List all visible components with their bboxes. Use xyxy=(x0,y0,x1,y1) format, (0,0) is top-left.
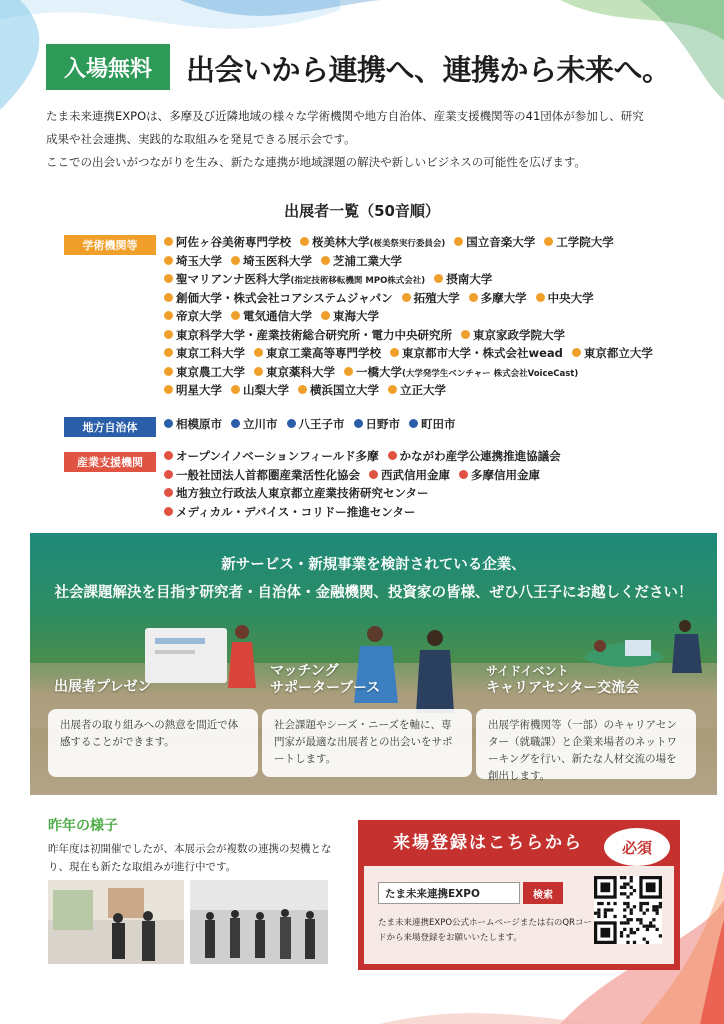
registration-panel xyxy=(358,820,680,970)
bullet-dot-icon xyxy=(164,293,173,302)
bullet-dot-icon xyxy=(434,274,443,283)
bullet-dot-icon xyxy=(409,419,418,428)
bullet-dot-icon xyxy=(164,274,173,283)
required-stamp: 必須 xyxy=(602,826,672,868)
exhibitor-name: 工学院大学 xyxy=(556,235,614,249)
intro-text xyxy=(46,105,686,174)
bullet-dot-icon xyxy=(298,385,307,394)
header xyxy=(46,44,696,94)
invitation-line-2: 社会課題解決を目指す研究者・自治体・金融機関、投資家の皆様、ぜひ八王子にお越しください！ xyxy=(54,585,693,601)
exhibitor-name: 拓殖大学 xyxy=(413,290,460,305)
exhibitor-row xyxy=(164,308,704,327)
exhibitor-name: 西武信用金庫 xyxy=(381,467,450,482)
bullet-dot-icon xyxy=(454,237,463,246)
registration-inner xyxy=(364,866,674,964)
exhibitor-item xyxy=(369,467,450,483)
search-box[interactable]: たま未来連携EXPO xyxy=(378,882,520,904)
exhibitor-row xyxy=(164,345,704,364)
exhibitor-list-title: 出展者一覧（50音順） xyxy=(284,202,440,220)
search-button[interactable]: 検索 xyxy=(523,882,563,904)
exhibitor-row xyxy=(164,448,704,467)
bullet-dot-icon xyxy=(461,330,470,339)
exhibitor-item xyxy=(164,290,393,306)
intro-line: たま未来連携EXPOは、多摩及び近隣地域の様々な学術機関や地方自治体、産業支援機関等の41団体が参加し、研究 xyxy=(46,109,644,123)
bullet-dot-icon xyxy=(572,348,581,357)
exhibitor-item xyxy=(469,290,527,306)
feature-text-presentation: 出展者の取り組みへの熱意を間近で体感することができます。 xyxy=(48,709,258,777)
category-label-local-government: 地方自治体 xyxy=(64,417,156,437)
registration-title: 来場登録はこちらから xyxy=(393,833,583,853)
bullet-dot-icon xyxy=(402,293,411,302)
exhibitor-name: 阿佐ヶ谷美術専門学校 xyxy=(176,235,291,249)
exhibitor-item xyxy=(409,416,456,432)
exhibitor-item xyxy=(454,234,535,250)
exhibitor-item xyxy=(164,467,360,483)
exhibitor-name: 一般社団法人首都圏産業活性化協会 xyxy=(176,467,360,482)
exhibitor-item xyxy=(402,290,460,306)
exhibitor-row xyxy=(164,364,704,383)
feature-title-line: サポーターブース xyxy=(270,680,381,696)
exhibitor-name: 帝京大学 xyxy=(176,309,222,323)
exhibitor-name: 多摩大学 xyxy=(480,290,527,305)
exhibitor-item xyxy=(390,345,563,361)
exhibitor-item xyxy=(321,308,379,324)
exhibitor-name: 中央大学 xyxy=(547,290,594,305)
exhibitor-item xyxy=(300,234,445,250)
exhibitor-item xyxy=(164,234,291,250)
exhibitor-item xyxy=(164,448,379,464)
exhibitor-item xyxy=(164,485,429,501)
exhibitor-name: オープンイノベーションフィールド多摩 xyxy=(176,449,379,463)
bullet-dot-icon xyxy=(164,419,173,428)
exhibitor-row xyxy=(164,416,704,435)
invitation-line-1: 新サービス・新規事業を検討されている企業、 xyxy=(221,557,526,573)
exhibitor-name: 明星大学 xyxy=(176,383,222,397)
exhibitor-name: 立川市 xyxy=(243,417,278,431)
exhibitor-name: 国立音楽大学 xyxy=(466,235,536,249)
exhibitor-name: 東京都市大学・株式会社wead xyxy=(402,346,563,360)
bullet-dot-icon xyxy=(164,470,173,479)
exhibitor-name: 東京都立大学 xyxy=(583,346,653,360)
exhibitor-item xyxy=(164,327,452,343)
headline: 出会いから連携へ、連携から未来へ。 xyxy=(186,53,671,87)
exhibitor-name: 埼玉大学 xyxy=(176,253,222,268)
exhibitor-name: 一橋大学 xyxy=(356,364,402,379)
exhibitor-item xyxy=(164,345,245,361)
exhibitor-name: 芝浦工業大学 xyxy=(333,253,402,268)
bullet-dot-icon xyxy=(164,348,173,357)
exhibitor-name: 相模原市 xyxy=(176,417,222,431)
exhibitor-row xyxy=(164,234,704,253)
exhibitor-item xyxy=(388,382,446,398)
exhibitor-row xyxy=(164,504,704,523)
intro-line: ここでの出会いがつながりを生み、新たな連携が地域課題の解決や新しいビジネスの可能性を広げます。 xyxy=(46,155,586,169)
bullet-dot-icon xyxy=(231,419,240,428)
exhibitor-row xyxy=(164,485,704,504)
bullet-dot-icon xyxy=(164,256,173,265)
exhibitor-item xyxy=(231,308,312,324)
exhibitor-item xyxy=(287,416,345,432)
exhibitor-item xyxy=(164,416,222,432)
exhibitor-item xyxy=(164,308,222,324)
bullet-dot-icon xyxy=(469,293,478,302)
exhibitor-name: 東京科学大学・産業技術総合研究所・電力中央研究所 xyxy=(176,327,452,342)
intro-line: 成果や社会連携、実践的な取組みを発見できる展示会です。 xyxy=(46,132,356,146)
exhibitor-item xyxy=(231,253,312,269)
exhibitor-name: 東京家政学院大学 xyxy=(473,327,565,342)
bullet-dot-icon xyxy=(164,507,173,516)
exhibitor-name: 地方独立行政法人東京都立産業技術研究センター xyxy=(176,486,429,500)
exhibitor-name: 東京農工大学 xyxy=(176,364,245,379)
last-year-photo-1 xyxy=(48,880,184,964)
exhibitor-name: 日野市 xyxy=(365,417,400,431)
bullet-dot-icon xyxy=(344,367,353,376)
bullet-dot-icon xyxy=(300,237,309,246)
qr-code-icon[interactable] xyxy=(594,876,662,944)
category-label-academic: 学術機関等 xyxy=(64,235,156,255)
exhibitor-name: 創価大学・株式会社コアシステムジャパン xyxy=(176,290,393,305)
bullet-dot-icon xyxy=(544,237,553,246)
exhibitor-item xyxy=(164,271,425,287)
exhibitor-row xyxy=(164,271,704,290)
feature-title-line: キャリアセンター交流会 xyxy=(486,680,640,696)
bullet-dot-icon xyxy=(388,451,397,460)
exhibitor-row xyxy=(164,327,704,346)
exhibitor-item xyxy=(164,382,222,398)
feature-title-line: マッチング xyxy=(270,663,339,679)
bullet-dot-icon xyxy=(390,348,399,357)
exhibitor-note: (指定技術移転機関 MPO株式会社) xyxy=(290,276,426,286)
exhibitor-name: 東京薬科大学 xyxy=(266,364,335,379)
exhibitor-item xyxy=(344,364,578,380)
exhibitor-list-academic xyxy=(164,234,704,401)
exhibitor-row xyxy=(164,253,704,272)
bullet-dot-icon xyxy=(231,256,240,265)
exhibitor-item xyxy=(572,345,653,361)
bullet-dot-icon xyxy=(369,470,378,479)
bullet-dot-icon xyxy=(231,311,240,320)
bullet-dot-icon xyxy=(321,256,330,265)
bullet-dot-icon xyxy=(164,385,173,394)
exhibitor-name: 埼玉医科大学 xyxy=(243,253,312,268)
exhibitor-note: (桜美祭実行委員会) xyxy=(369,239,446,249)
bullet-dot-icon xyxy=(164,237,173,246)
exhibitor-item xyxy=(254,345,381,361)
bullet-dot-icon xyxy=(164,311,173,320)
exhibitor-name: 電気通信大学 xyxy=(243,309,312,323)
exhibitor-name: 摂南大学 xyxy=(446,272,493,286)
bullet-dot-icon xyxy=(459,470,468,479)
bullet-dot-icon xyxy=(536,293,545,302)
exhibitor-name: 東京工業高等専門学校 xyxy=(266,346,381,360)
exhibitor-name: 聖マリアンナ医科大学 xyxy=(176,272,291,286)
exhibitor-item xyxy=(461,327,565,343)
exhibitor-name: 八王子市 xyxy=(298,417,345,431)
feature-title-matching xyxy=(270,663,380,697)
exhibitor-item xyxy=(434,271,492,287)
exhibitor-item xyxy=(536,290,594,306)
exhibitor-item xyxy=(164,364,245,380)
exhibitor-name: 桜美林大学 xyxy=(312,235,370,249)
bullet-dot-icon xyxy=(287,419,296,428)
exhibitor-name: 多摩信用金庫 xyxy=(471,467,540,482)
feature-text-career: 出展学術機関等（一部）のキャリアセンター（就職課）と企業来場者のネットワーキングを行い、新たな人材交流の場を創出します。 xyxy=(476,709,696,779)
feature-title-career xyxy=(486,663,639,697)
registration-note: たま未来連携EXPO公式ホームページまたは右のQRコードから来場登録をお願いいたします。 xyxy=(378,918,592,943)
exhibitor-item xyxy=(231,416,278,432)
bullet-dot-icon xyxy=(388,385,397,394)
feature-text-matching: 社会課題やシーズ・ニーズを軸に、専門家が最適な出展者との出会いをサポートします。 xyxy=(262,709,472,777)
last-year-text: 昨年度は初開催でしたが、本展示会が複数の連携の契機となり、現在も新たな取組みが進行中です。 xyxy=(48,843,332,873)
feature-title-line: 出展者プレゼン xyxy=(54,679,152,695)
exhibitor-row xyxy=(164,467,704,486)
exhibitor-list-industry-support xyxy=(164,448,704,522)
exhibitor-name: 横浜国立大学 xyxy=(310,383,379,397)
exhibitor-row xyxy=(164,290,704,309)
exhibitor-item xyxy=(164,504,415,520)
exhibitor-note: (大学発学生ベンチャー 株式会社VoiceCast) xyxy=(402,368,579,379)
exhibitor-row xyxy=(164,382,704,401)
bullet-dot-icon xyxy=(231,385,240,394)
exhibitor-item xyxy=(231,382,289,398)
bullet-dot-icon xyxy=(254,348,263,357)
exhibitor-item xyxy=(544,234,614,250)
bullet-dot-icon xyxy=(164,488,173,497)
exhibitor-item xyxy=(164,253,222,269)
bullet-dot-icon xyxy=(354,419,363,428)
exhibitor-item xyxy=(254,364,335,380)
last-year-title: 昨年の様子 xyxy=(48,818,118,834)
exhibitor-name: 東海大学 xyxy=(333,309,379,323)
bullet-dot-icon xyxy=(164,367,173,376)
exhibitor-item xyxy=(388,448,561,464)
feature-title-line: サイドイベント xyxy=(486,664,569,678)
exhibitor-name: 山梨大学 xyxy=(243,383,289,397)
exhibitor-item xyxy=(354,416,401,432)
bullet-dot-icon xyxy=(254,367,263,376)
bullet-dot-icon xyxy=(321,311,330,320)
exhibitor-name: メディカル・デバイス・コリドー推進センター xyxy=(176,504,416,519)
feature-title-presentation xyxy=(54,679,151,696)
exhibitor-name: 立正大学 xyxy=(400,383,446,397)
bullet-dot-icon xyxy=(164,451,173,460)
exhibitor-list-local-government xyxy=(164,416,704,435)
exhibitor-name: 東京工科大学 xyxy=(176,346,245,360)
exhibitor-item xyxy=(298,382,379,398)
exhibitor-name: かながわ産学公連携推進協議会 xyxy=(399,449,561,463)
bullet-dot-icon xyxy=(164,330,173,339)
exhibitor-item xyxy=(459,467,540,483)
invitation-band xyxy=(30,533,717,795)
exhibitor-name: 町田市 xyxy=(421,417,456,431)
last-year-photo-2 xyxy=(190,880,328,964)
category-label-industry-support: 産業支援機関 xyxy=(64,452,156,472)
exhibitor-item xyxy=(321,253,402,269)
free-admission-badge: 入場無料 xyxy=(46,44,170,90)
